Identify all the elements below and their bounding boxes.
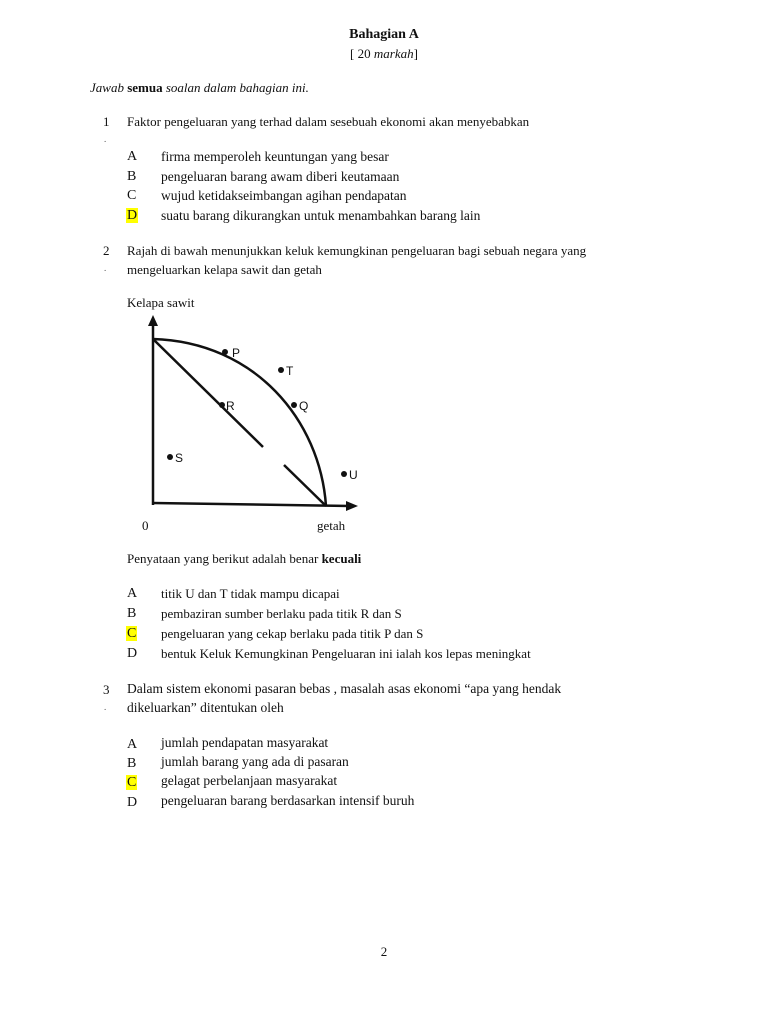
- answer-highlight: C: [127, 626, 137, 641]
- origin-label: 0: [142, 518, 149, 533]
- q2-option-d-letter[interactable]: D: [127, 646, 138, 661]
- q2-option-b-text[interactable]: pembaziran sumber berlaku pada titik R dan S: [161, 606, 402, 621]
- y-axis-arrow: [148, 315, 158, 326]
- question-2-number: 2: [103, 243, 110, 258]
- q1-option-b-letter[interactable]: B: [127, 169, 137, 184]
- question-1-number: 1: [103, 114, 110, 129]
- q2-option-a-text[interactable]: titik U dan T tidak mampu dicapai: [161, 586, 340, 601]
- q1-option-a-letter[interactable]: A: [127, 149, 138, 164]
- x-axis-label: getah: [317, 518, 346, 533]
- marks-word: markah: [373, 46, 414, 61]
- prompt-emphasis: kecuali: [321, 551, 362, 566]
- question-1-stem: Faktor pengeluaran yang terhad dalam sesebuah ekonomi akan menyebabkan: [127, 114, 530, 129]
- q2-option-c-letter[interactable]: [126, 626, 137, 642]
- question-2-dot: .: [104, 263, 107, 273]
- question-2-stem-line2: mengeluarkan kelapa sawit dan getah: [127, 262, 322, 277]
- question-3-stem-line2: dikeluarkan” ditentukan oleh: [127, 700, 284, 715]
- q2-option-a-letter[interactable]: A: [127, 586, 138, 601]
- point-q-marker: [291, 402, 297, 408]
- answer-highlight: C: [127, 775, 137, 790]
- q3-option-b-letter[interactable]: B: [127, 756, 137, 771]
- section-title: Bahagian A: [349, 27, 419, 42]
- instruction-part3: soalan dalam bahagian ini.: [162, 80, 309, 95]
- x-axis-arrow: [346, 501, 358, 511]
- answer-highlight: D: [127, 208, 138, 223]
- instruction-part1: Jawab: [90, 80, 128, 95]
- q3-option-a-text[interactable]: jumlah pendapatan masyarakat: [161, 735, 329, 750]
- marks-close: ]: [413, 46, 418, 61]
- point-r-label: R: [226, 399, 235, 413]
- q3-option-a-letter[interactable]: A: [127, 737, 138, 752]
- q1-option-b-text[interactable]: pengeluaran barang awam diberi keutamaan: [161, 169, 400, 184]
- q1-option-d-text[interactable]: suatu barang dikurangkan untuk menambahkan barang lain: [161, 208, 481, 223]
- y-axis-label: Kelapa sawit: [127, 295, 195, 310]
- question-1-dot: .: [104, 134, 107, 144]
- q3-option-d-text[interactable]: pengeluaran barang berdasarkan intensif buruh: [161, 793, 415, 808]
- marks-label: [0, 46, 768, 62]
- q3-option-d-letter[interactable]: D: [127, 795, 138, 810]
- point-p-label: P: [232, 346, 241, 360]
- q1-option-d-letter[interactable]: [126, 208, 138, 224]
- prompt-text: Penyataan yang berikut adalah benar: [127, 551, 322, 566]
- instruction: [90, 80, 309, 96]
- question-3-dot: .: [104, 702, 107, 712]
- q2-option-d-text[interactable]: bentuk Keluk Kemungkinan Pengeluaran ini ialah kos lepas meningkat: [161, 646, 531, 661]
- question-2-stem-line1: Rajah di bawah menunjukkan keluk kemungkinan pengeluaran bagi sebuah negara yang: [127, 243, 587, 258]
- x-axis: [153, 503, 350, 506]
- point-t-marker: [278, 367, 284, 373]
- point-t-label: T: [286, 364, 294, 378]
- point-u-marker: [341, 471, 347, 477]
- page-number: 2: [380, 944, 388, 959]
- question-3-stem-line1: Dalam sistem ekonomi pasaran bebas , masalah asas ekonomi “apa yang hendak: [127, 681, 562, 696]
- q3-option-c-letter[interactable]: [126, 775, 137, 791]
- diagonal-line-upper: [153, 339, 263, 447]
- q1-option-c-letter[interactable]: C: [127, 188, 137, 203]
- instruction-emphasis: semua: [127, 80, 163, 95]
- q3-option-b-text[interactable]: jumlah barang yang ada di pasaran: [161, 754, 349, 769]
- q1-option-a-text[interactable]: firma memperoleh keuntungan yang besar: [161, 149, 389, 164]
- point-s-label: S: [175, 451, 184, 465]
- point-r-marker: [219, 402, 225, 408]
- q1-option-c-text[interactable]: wujud ketidakseimbangan agihan pendapatan: [161, 188, 407, 203]
- question-3-number: 3: [103, 682, 110, 697]
- point-u-label: U: [349, 468, 358, 482]
- point-p-marker: [222, 349, 228, 355]
- q3-option-c-text[interactable]: gelagat perbelanjaan masyarakat: [161, 773, 338, 788]
- question-2-prompt: [127, 551, 361, 567]
- marks-open: [ 20: [350, 46, 374, 61]
- q2-option-c-text[interactable]: pengeluaran yang cekap berlaku pada titik P dan S: [161, 626, 424, 641]
- ppc-diagram: [120, 310, 380, 520]
- point-q-label: Q: [299, 399, 309, 413]
- point-s-marker: [167, 454, 173, 460]
- q2-option-b-letter[interactable]: B: [127, 606, 137, 621]
